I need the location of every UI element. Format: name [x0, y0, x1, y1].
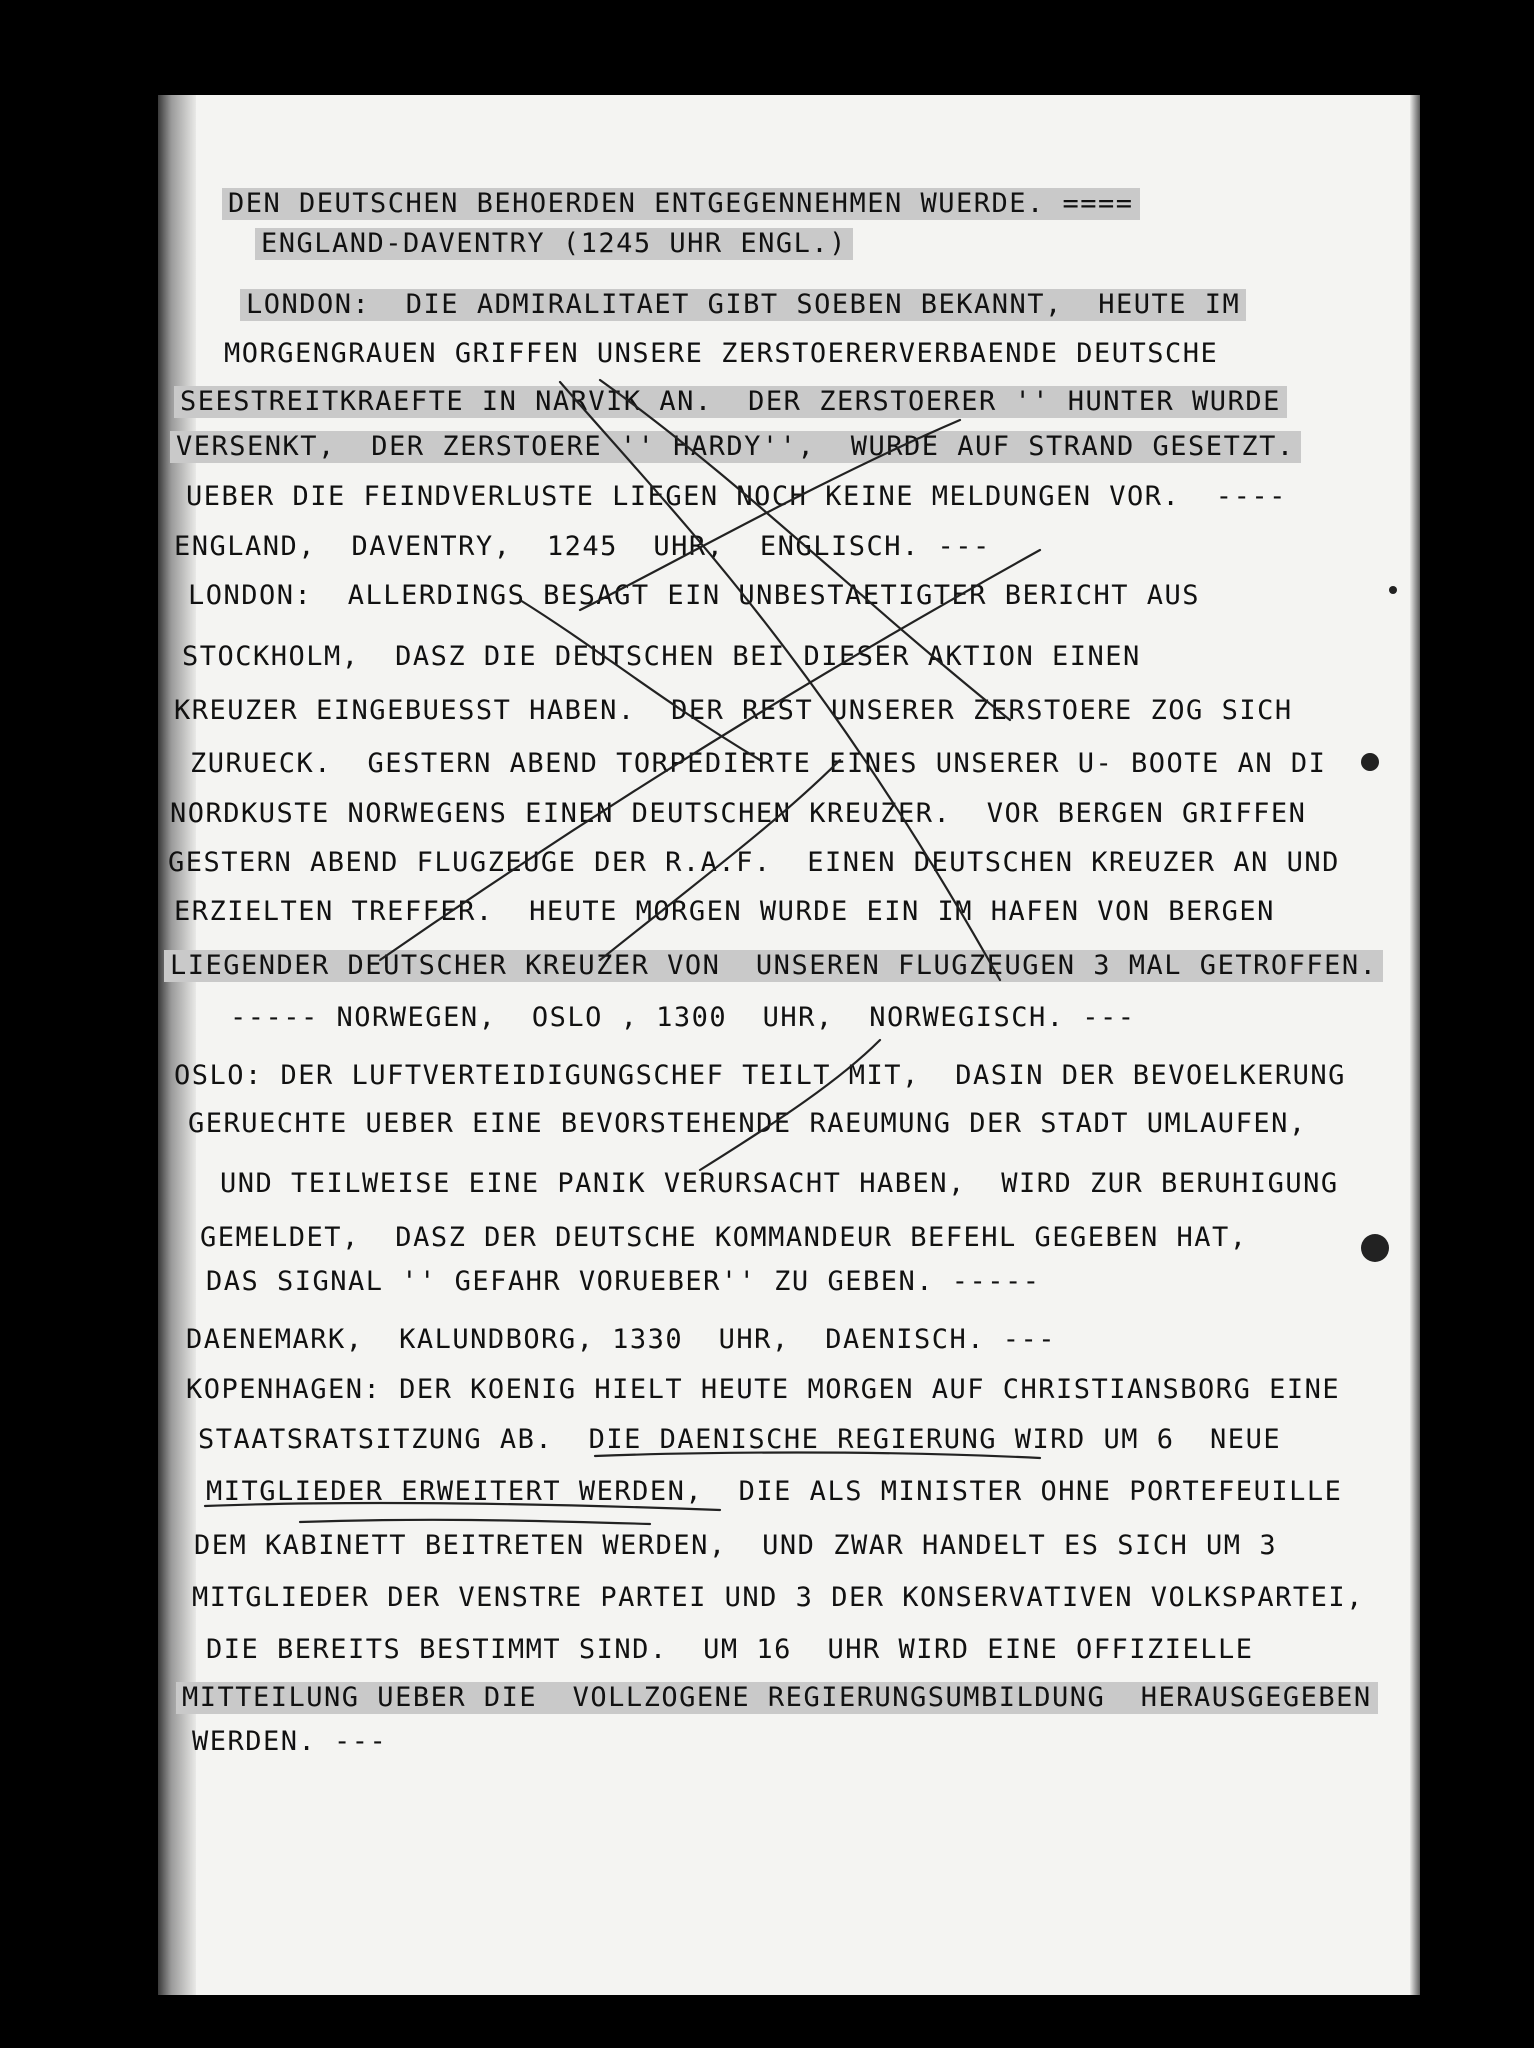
- text-line: MITTEILUNG UEBER DIE VOLLZOGENE REGIERUNGSUMBILDUNG HERAUSGEGEBEN: [176, 1682, 1378, 1714]
- text-line: WERDEN. ---: [192, 1726, 388, 1757]
- text-line: DIE BEREITS BESTIMMT SIND. UM 16 UHR WIRD EINE OFFIZIELLE: [206, 1634, 1254, 1665]
- text-line: DEN DEUTSCHEN BEHOERDEN ENTGEGENNEHMEN WUERDE. ====: [222, 188, 1140, 220]
- text-line: OSLO: DER LUFTVERTEIDIGUNGSCHEF TEILT MIT, DASIN DER BEVOELKERUNG: [174, 1060, 1346, 1091]
- text-line: STOCKHOLM, DASZ DIE DEUTSCHEN BEI DIESER AKTION EINEN: [182, 641, 1141, 672]
- text-line: ----- NORWEGEN, OSLO , 1300 UHR, NORWEGISCH. ---: [230, 1002, 1136, 1033]
- text-line: ERZIELTEN TREFFER. HEUTE MORGEN WURDE EIN IM HAFEN VON BERGEN: [174, 896, 1275, 927]
- text-line: NORDKUSTE NORWEGENS EINEN DEUTSCHEN KREUZER. VOR BERGEN GRIFFEN: [170, 798, 1307, 829]
- text-line: KOPENHAGEN: DER KOENIG HIELT HEUTE MORGEN AUF CHRISTIANSBORG EINE: [186, 1374, 1341, 1405]
- paper-edge-shadow-right: [1410, 95, 1420, 1995]
- text-line: MITGLIEDER DER VENSTRE PARTEI UND 3 DER KONSERVATIVEN VOLKSPARTEI,: [192, 1582, 1364, 1613]
- text-line: KREUZER EINGEBUESST HABEN. DER REST UNSERER ZERSTOERE ZOG SICH: [174, 695, 1293, 726]
- text-line: GESTERN ABEND FLUGZEUGE DER R.A.F. EINEN DEUTSCHEN KREUZER AN UND: [168, 847, 1340, 878]
- text-line: DAS SIGNAL '' GEFAHR VORUEBER'' ZU GEBEN. -----: [206, 1266, 1041, 1297]
- text-line: LIEGENDER DEUTSCHER KREUZER VON UNSEREN FLUGZEUGEN 3 MAL GETROFFEN.: [164, 950, 1383, 982]
- text-line: DAENEMARK, KALUNDBORG, 1330 UHR, DAENISCH. ---: [186, 1324, 1057, 1355]
- text-line: GERUECHTE UEBER EINE BEVORSTEHENDE RAEUMUNG DER STADT UMLAUFEN,: [188, 1108, 1307, 1139]
- text-line: ENGLAND-DAVENTRY (1245 UHR ENGL.): [255, 228, 853, 260]
- text-line: GEMELDET, DASZ DER DEUTSCHE KOMMANDEUR BEFEHL GEGEBEN HAT,: [200, 1222, 1248, 1253]
- text-line: LONDON: DIE ADMIRALITAET GIBT SOEBEN BEKANNT, HEUTE IM: [240, 289, 1246, 321]
- text-line: STAATSRATSITZUNG AB. DIE DAENISCHE REGIERUNG WIRD UM 6 NEUE: [198, 1424, 1282, 1455]
- text-line: ZURUECK. GESTERN ABEND TORPEDIERTE EINES UNSERER U- BOOTE AN DI: [190, 748, 1327, 779]
- text-line: UND TEILWEISE EINE PANIK VERURSACHT HABEN, WIRD ZUR BERUHIGUNG: [220, 1168, 1339, 1199]
- text-line: LONDON: ALLERDINGS BESAGT EIN UNBESTAETIGTER BERICHT AUS: [188, 580, 1201, 611]
- text-line: DEM KABINETT BEITRETEN WERDEN, UND ZWAR HANDELT ES SICH UM 3: [194, 1530, 1278, 1561]
- text-line: MORGENGRAUEN GRIFFEN UNSERE ZERSTOERERVERBAENDE DEUTSCHE: [224, 338, 1219, 369]
- text-line: ENGLAND, DAVENTRY, 1245 UHR, ENGLISCH. ---: [174, 531, 991, 562]
- text-line: VERSENKT, DER ZERSTOERE '' HARDY'', WURDE AUF STRAND GESETZT.: [170, 431, 1301, 463]
- text-line: MITGLIEDER ERWEITERT WERDEN, DIE ALS MINISTER OHNE PORTEFEUILLE: [206, 1476, 1343, 1507]
- text-line: SEESTREITKRAEFTE IN NARVIK AN. DER ZERSTOERER '' HUNTER WURDE: [174, 386, 1287, 418]
- text-line: UEBER DIE FEINDVERLUSTE LIEGEN NOCH KEINE MELDUNGEN VOR. ----: [186, 481, 1287, 512]
